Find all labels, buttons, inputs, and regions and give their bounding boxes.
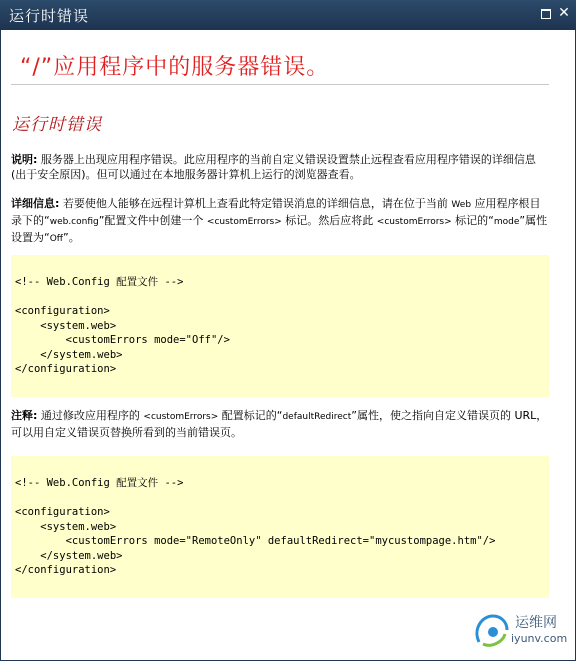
details-text: 应用程序根目录下的“	[11, 197, 541, 227]
details-text: ”。	[63, 231, 80, 244]
window-title: 运行时错误	[9, 6, 90, 25]
note-customerrors: <customErrors>	[143, 412, 219, 422]
details-paragraph	[11, 196, 551, 247]
details-text: ”配置文件中创建一个	[98, 214, 207, 227]
heading-divider	[11, 84, 549, 85]
details-text: 若要使他人能够在远程计算机上查看此特定错误消息的详细信息，请在位于当前	[59, 197, 452, 210]
window-titlebar	[0, 0, 576, 30]
details-mode: mode	[493, 217, 520, 227]
close-button[interactable]: ✕	[558, 5, 570, 21]
details-label: 详细信息:	[11, 197, 60, 210]
note-text: 通过修改应用程序的	[37, 409, 144, 422]
description-label: 说明:	[11, 153, 38, 166]
maximize-icon	[541, 9, 551, 19]
error-subheading: 运行时错误	[12, 115, 102, 135]
description-paragraph	[11, 152, 551, 182]
watermark	[471, 610, 567, 654]
details-off: Off	[49, 234, 63, 244]
watermark-name: 运维网	[515, 615, 557, 631]
details-web: Web	[451, 200, 472, 210]
description-text: 服务器上出现应用程序错误。此应用程序的当前自定义错误设置禁止远程查看应用程序错误的详细信息(出于安全原因)。但可以通过在本地服务器计算机上运行的浏览器查看。	[11, 153, 536, 181]
config-code-block-redirect: <!-- Web.Config 配置文件 --> <configuration> <system.web> <customErrors mode="RemoteOnly" defaultRedirect="mycustompage.htm"/> </system.web> </configuration>	[11, 456, 549, 598]
note-defaultredirect: defaultRedirect	[282, 412, 352, 422]
note-label: 注释:	[11, 409, 38, 422]
note-text: ”属性，使之指向自定义错误页的 URL，可以用自定义错误页替换所看到的当前错误页。	[11, 409, 548, 439]
maximize-button[interactable]	[540, 7, 552, 19]
yunv-logo-icon	[471, 610, 511, 650]
details-text: 标记的“	[451, 214, 494, 227]
details-webconfig: web.config	[49, 217, 99, 227]
config-code-block: <!-- Web.Config 配置文件 --> <configuration> <system.web> <customErrors mode="Off"/> </system.web> </configuration>	[11, 255, 549, 397]
note-paragraph	[11, 408, 551, 440]
details-text: ”属性设置为“	[11, 214, 548, 244]
details-customerrors: <customErrors>	[376, 217, 452, 227]
details-customerrors: <customErrors>	[206, 217, 282, 227]
page-heading: “/”应用程序中的服务器错误。	[20, 55, 330, 80]
error-page-content	[1, 30, 575, 660]
details-text: 标记。然后应将此	[281, 214, 377, 227]
note-text: 配置标记的“	[218, 409, 283, 422]
watermark-url: iyunv.com	[511, 632, 568, 645]
